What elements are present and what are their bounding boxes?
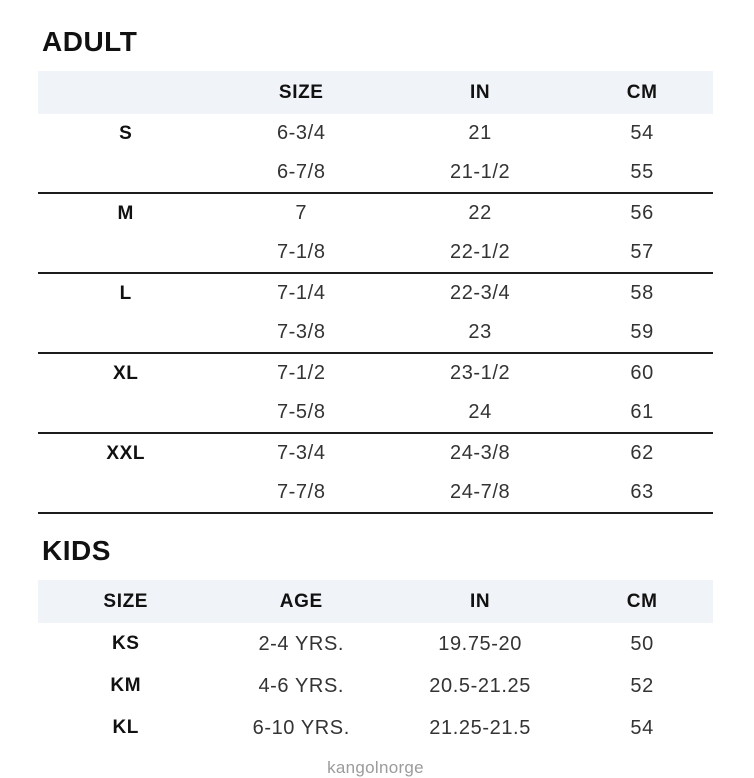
- size-label-cell: KL: [112, 717, 140, 738]
- table-row: [38, 353, 713, 393]
- kids-size-table: [38, 580, 713, 749]
- kids-header-row: [38, 580, 713, 623]
- in-cell: 23: [389, 313, 571, 353]
- size-label-cell: [38, 153, 214, 193]
- cm-cell: 54: [630, 122, 654, 144]
- cm-cell: 62: [630, 442, 654, 464]
- size-label-cell: [38, 313, 214, 353]
- cm-cell: 58: [630, 282, 654, 304]
- in-cell: 19.75-20: [438, 632, 522, 655]
- cm-cell: 50: [630, 632, 654, 655]
- table-row: [38, 153, 713, 193]
- size-label-cell: KM: [110, 675, 142, 696]
- in-cell: 24-7/8: [389, 473, 571, 513]
- cm-cell: 57: [571, 233, 713, 273]
- size-cell: 6-7/8: [214, 153, 390, 193]
- size-cell: 7-7/8: [214, 473, 390, 513]
- table-row: [38, 193, 713, 233]
- adult-header-size: SIZE: [214, 71, 390, 114]
- table-row: [38, 313, 713, 353]
- in-cell: 22: [468, 202, 492, 224]
- size-cell: 7-1/8: [214, 233, 390, 273]
- adult-header-row: [38, 71, 713, 114]
- table-row: [38, 707, 713, 749]
- table-row: [38, 393, 713, 433]
- size-label-cell: S: [119, 122, 133, 144]
- cm-cell: 61: [571, 393, 713, 433]
- table-row: [38, 665, 713, 707]
- in-cell: 21.25-21.5: [429, 716, 531, 739]
- cm-cell: 63: [571, 473, 713, 513]
- age-cell: 2-4 YRS.: [258, 632, 345, 655]
- adult-header-in: IN: [389, 71, 571, 114]
- in-cell: 24-3/8: [449, 442, 511, 464]
- adult-size-table: [38, 71, 713, 514]
- cm-cell: 59: [571, 313, 713, 353]
- kids-header-age: AGE: [214, 580, 390, 623]
- in-cell: 22-1/2: [389, 233, 571, 273]
- size-cell: 6-3/4: [276, 122, 326, 144]
- size-label-cell: XXL: [106, 442, 146, 464]
- in-cell: 23-1/2: [449, 362, 511, 384]
- in-cell: 21-1/2: [389, 153, 571, 193]
- cm-cell: 56: [630, 202, 654, 224]
- table-row: [38, 433, 713, 473]
- cm-cell: 52: [630, 674, 654, 697]
- size-cell: 7-1/2: [276, 362, 326, 384]
- size-label-cell: L: [119, 282, 132, 304]
- size-label-cell: [38, 393, 214, 433]
- size-label-cell: KS: [111, 633, 140, 654]
- age-cell: 4-6 YRS.: [258, 674, 345, 697]
- size-label-cell: [38, 473, 214, 513]
- table-row: [38, 623, 713, 665]
- kids-header-in: IN: [389, 580, 571, 623]
- kids-section-title: KIDS: [42, 535, 111, 566]
- size-cell: 7-3/8: [214, 313, 390, 353]
- in-cell: 22-3/4: [449, 282, 511, 304]
- age-cell: 6-10 YRS.: [252, 716, 350, 739]
- table-row: [38, 233, 713, 273]
- brand-watermark: kangolnorge: [327, 758, 424, 777]
- kids-header-size: SIZE: [38, 580, 214, 623]
- kids-header-cm: CM: [571, 580, 713, 623]
- adult-section-title: ADULT: [42, 26, 138, 57]
- cm-cell: 55: [571, 153, 713, 193]
- size-label-cell: M: [117, 202, 134, 224]
- adult-header-blank: [38, 71, 214, 114]
- cm-cell: 60: [630, 362, 654, 384]
- cm-cell: 54: [630, 716, 654, 739]
- size-cell: 7: [295, 202, 308, 224]
- table-row: [38, 273, 713, 313]
- in-cell: 24: [389, 393, 571, 433]
- size-label-cell: XL: [113, 362, 139, 384]
- size-cell: 7-5/8: [214, 393, 390, 433]
- in-cell: 20.5-21.25: [429, 674, 531, 697]
- size-cell: 7-1/4: [276, 282, 326, 304]
- size-cell: 7-3/4: [276, 442, 326, 464]
- table-row: [38, 114, 713, 153]
- in-cell: 21: [468, 122, 492, 144]
- size-label-cell: [38, 233, 214, 273]
- adult-header-cm: CM: [571, 71, 713, 114]
- table-row: [38, 473, 713, 513]
